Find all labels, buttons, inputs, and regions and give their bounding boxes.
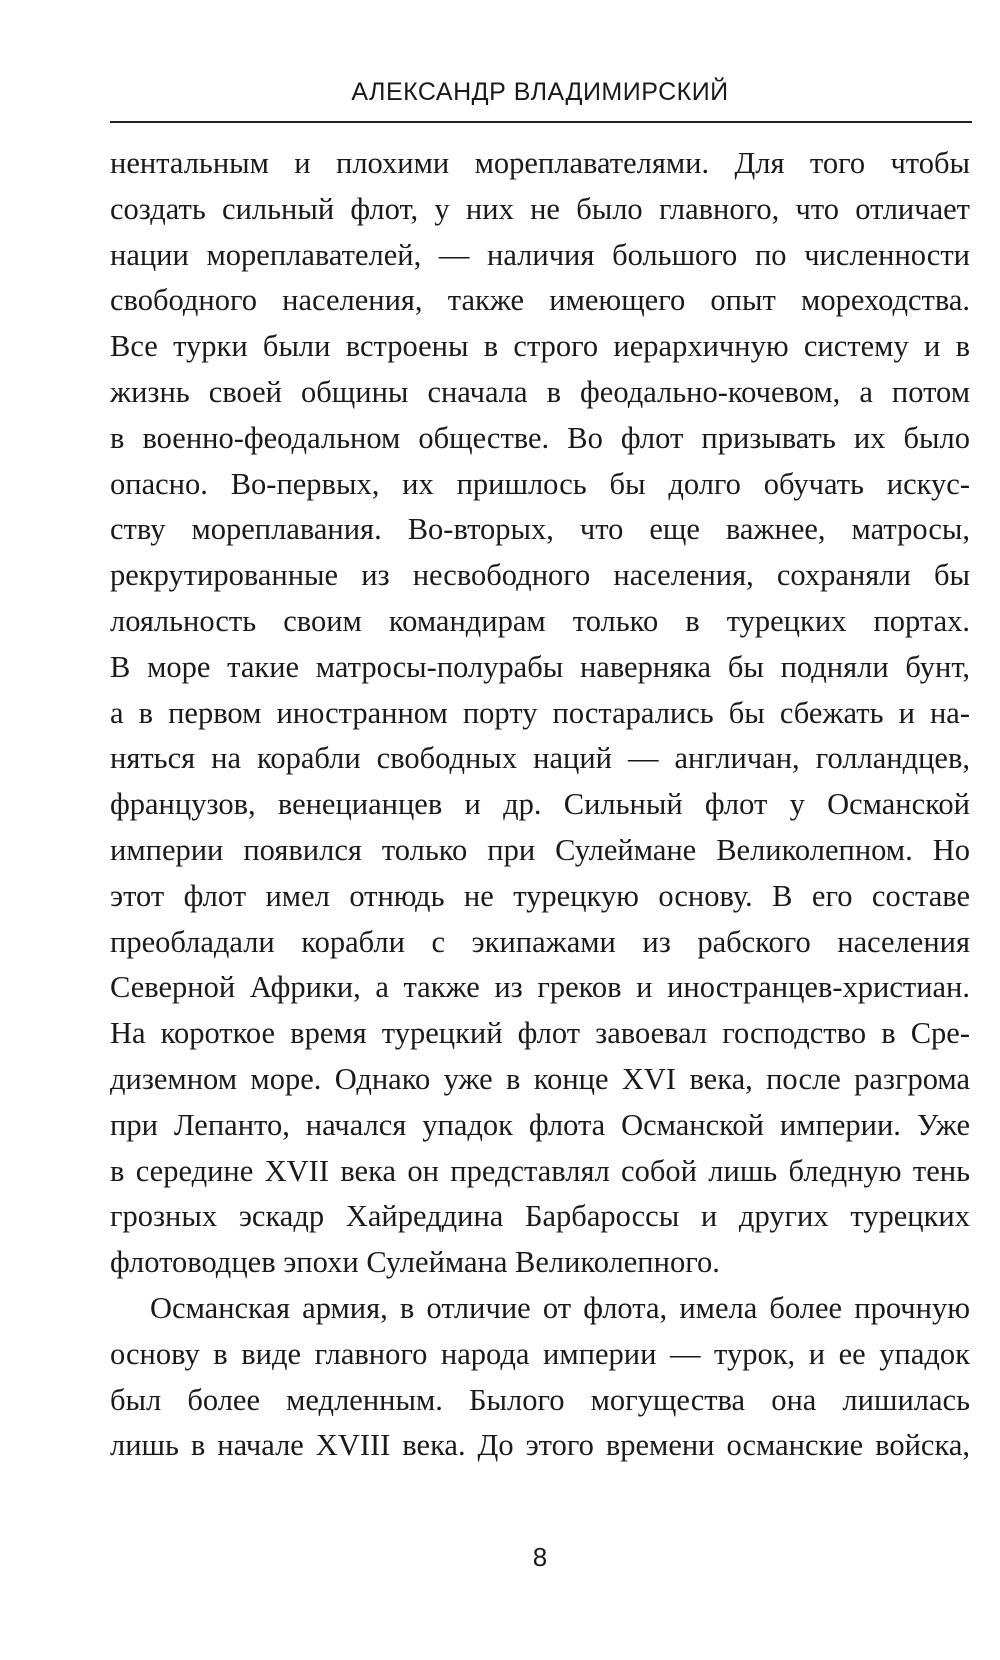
page-number: 8 — [532, 1542, 548, 1572]
text-line: Все турки были встроены в строго иерархичную систему и в — [110, 329, 970, 364]
text-line: няться на корабли свободных наций — англичан, голландцев, — [110, 741, 970, 776]
text-line: создать сильный флот, у них не было главного, что отличает — [110, 191, 970, 226]
running-head: АЛЕКСАНДР ВЛАДИМИРСКИЙ — [351, 78, 729, 106]
text-line: основу в виде главного народа империи — турок, и ее упадок — [110, 1336, 970, 1371]
text-line: свободного населения, также имеющего опыт мореходства. — [110, 283, 970, 318]
paragraph-1 — [110, 141, 970, 1286]
text-line: а в первом иностранном порту постарались бы сбежать и на- — [110, 695, 970, 730]
text-line: флотоводцев эпохи Сулеймана Великолепного. — [110, 1245, 720, 1280]
text-line: преобладали корабли с экипажами из рабского населения — [110, 924, 970, 959]
text-line: Северной Африки, а также из греков и иностранцев-христиан. — [110, 970, 970, 1005]
text-line: нентальным и плохими мореплавателями. Для того чтобы — [110, 146, 970, 180]
text-line: В море такие матросы-полурабы наверняка бы подняли бунт, — [110, 649, 970, 684]
text-line: рекрутированные из несвободного населения, сохраняли бы — [110, 558, 970, 593]
text-line: грозных эскадр Хайреддина Барбароссы и других турецких — [110, 1199, 970, 1234]
paragraph-2 — [110, 1286, 970, 1469]
text-line: На короткое время турецкий флот завоевал господство в Сре- — [110, 1016, 970, 1051]
text-line: империи появился только при Сулеймане Великолепном. Но — [110, 832, 970, 867]
text-line: ству мореплавания. Во-вторых, что еще важнее, матросы, — [110, 512, 970, 547]
text-line: в середине XVII века он представлял собой лишь бледную тень — [110, 1153, 970, 1188]
body-text — [110, 141, 970, 1469]
text-line: диземном море. Однако уже в конце XVI века, после разгрома — [110, 1061, 970, 1096]
text-line: лишь в начале XVIII века. До этого времени османские войска, — [110, 1428, 970, 1463]
text-line: нации мореплавателей, — наличия большого по численности — [110, 237, 970, 272]
text-line: опасно. Во-первых, их пришлось бы долго обучать искус- — [110, 466, 970, 501]
text-line: был более медленным. Былого могущества она лишилась — [110, 1382, 970, 1417]
text-line: при Лепанто, начался упадок флота Османской империи. Уже — [110, 1107, 970, 1142]
text-line: этот флот имел отнюдь не турецкую основу. В его составе — [110, 878, 970, 913]
text-line: в военно-феодальном обществе. Во флот призывать их было — [110, 420, 970, 455]
text-line: лояльность своим командирам только в турецких портах. — [110, 603, 970, 638]
header-rule — [110, 121, 972, 123]
text-line: французов, венецианцев и др. Сильный флот у Османской — [110, 787, 970, 822]
text-line: Османская армия, в отличие от флота, имела более прочную — [150, 1290, 970, 1325]
text-line: жизнь своей общины сначала в феодально-кочевом, а потом — [110, 374, 970, 409]
